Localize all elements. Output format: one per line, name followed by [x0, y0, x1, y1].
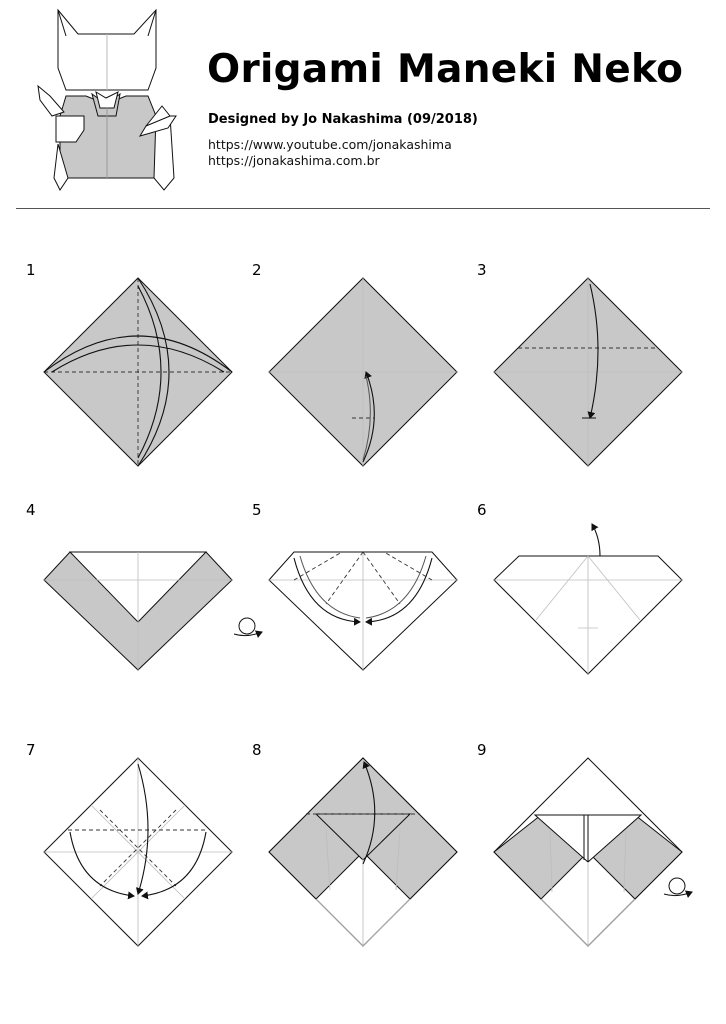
- youtube-link[interactable]: https://www.youtube.com/jonakashima: [208, 137, 452, 152]
- page-title: Origami Maneki Neko: [207, 47, 684, 92]
- step-number-5: 5: [252, 501, 262, 519]
- step-9-diagram: [494, 758, 692, 946]
- website-link[interactable]: https://jonakashima.com.br: [208, 153, 380, 168]
- step-7-diagram: [44, 758, 232, 946]
- step-number-6: 6: [477, 501, 487, 519]
- turn-over-icon: [664, 878, 692, 896]
- step-number-2: 2: [252, 261, 262, 279]
- unfold-arrow: [592, 524, 600, 556]
- step-number-9: 9: [477, 741, 487, 759]
- step-6-diagram: [494, 524, 682, 674]
- step-3-diagram: [494, 278, 682, 466]
- step-number-1: 1: [26, 261, 36, 279]
- designer-credit: Designed by Jo Nakashima (09/2018): [208, 112, 478, 127]
- step-number-7: 7: [26, 741, 36, 759]
- step-number-4: 4: [26, 501, 36, 519]
- turn-over-icon: [234, 618, 262, 636]
- step-2-diagram: [269, 278, 457, 466]
- step-4-diagram: [44, 552, 262, 670]
- step-number-3: 3: [477, 261, 487, 279]
- step-number-8: 8: [252, 741, 262, 759]
- step-1-diagram: [44, 278, 232, 466]
- step-5-diagram: [269, 552, 457, 670]
- step-8-diagram: [269, 758, 457, 946]
